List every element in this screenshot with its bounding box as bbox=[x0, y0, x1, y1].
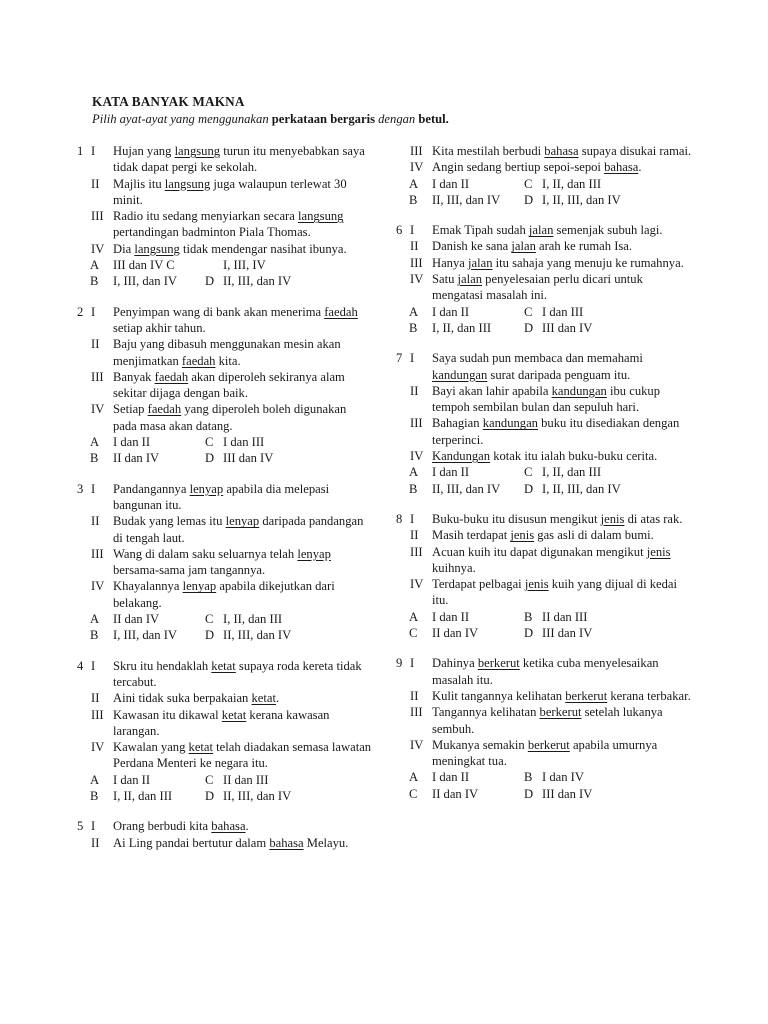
statement-text: Saya sudah pun membaca dan memahami kandungan surat daripada penguam itu. bbox=[432, 351, 643, 382]
statement-text: Masih terdapat jenis gas asli di dalam bumi. bbox=[432, 528, 654, 543]
statement-row bbox=[392, 255, 692, 271]
underlined-word: bahasa bbox=[269, 835, 304, 850]
statement-row bbox=[392, 271, 692, 304]
option-text: III dan IV bbox=[223, 451, 274, 466]
statement-text: Penyimpan wang di bank akan menerima faedah setiap akhir tahun. bbox=[113, 304, 358, 335]
underlined-word: lenyap bbox=[297, 546, 331, 561]
statement-text: Kulit tangannya kelihatan berkerut kerana terbakar. bbox=[432, 688, 691, 703]
option-letter: C bbox=[409, 626, 418, 641]
answer-options bbox=[73, 257, 373, 290]
option-letter: D bbox=[205, 788, 215, 803]
option-letter bbox=[205, 257, 223, 273]
statement-text: Bahagian kandungan buku itu disediakan dengan terperinci. bbox=[432, 416, 680, 447]
option-letter: B bbox=[409, 320, 418, 335]
underlined-word: kandungan bbox=[482, 416, 538, 431]
statement-text: Satu jalan penyelesaian perlu dicari untuk mengatasi masalah ini. bbox=[432, 272, 643, 303]
roman-numeral: III bbox=[91, 369, 104, 384]
option-letter: D bbox=[205, 628, 215, 643]
statement-row bbox=[392, 159, 692, 175]
option-text: I, II, dan III bbox=[542, 176, 602, 191]
option-letter: A bbox=[409, 176, 419, 191]
statement-row bbox=[392, 655, 692, 688]
underlined-word: jalan bbox=[528, 223, 554, 238]
underlined-word: lenyap bbox=[225, 514, 260, 529]
statement-row bbox=[392, 527, 692, 543]
underlined-word: bahasa bbox=[544, 144, 579, 158]
underlined-word: lenyap bbox=[182, 579, 217, 594]
statement-row bbox=[73, 481, 373, 514]
underlined-word: langsung bbox=[174, 144, 221, 158]
roman-numeral: III bbox=[91, 209, 104, 224]
statement-text: Terdapat pelbagai jenis kuih yang dijual di kedai itu. bbox=[432, 577, 677, 608]
statement-row bbox=[73, 835, 373, 851]
option-letter: B bbox=[409, 192, 418, 207]
roman-numeral: I bbox=[91, 481, 96, 496]
roman-numeral: III bbox=[410, 705, 423, 720]
option-letter: A bbox=[90, 258, 100, 273]
option-letter: A bbox=[409, 465, 419, 480]
statement-text: Pandangannya lenyap apabila dia melepasi bangunan itu. bbox=[113, 481, 330, 512]
question-number: 5 bbox=[77, 819, 84, 834]
statement-row bbox=[392, 737, 692, 770]
question-number: 8 bbox=[396, 511, 403, 526]
statement-row bbox=[392, 143, 692, 159]
option-text: III dan IV bbox=[542, 786, 593, 801]
option-text: I, II, III, dan IV bbox=[542, 192, 621, 207]
underlined-word: jalan bbox=[457, 272, 483, 287]
statement-row bbox=[73, 578, 373, 611]
option-text: I, II, dan III bbox=[542, 465, 602, 480]
statement-text: Hanya jalan itu sahaja yang menuju ke rumahnya. bbox=[432, 255, 684, 270]
question-8 bbox=[392, 511, 692, 641]
statement-row bbox=[392, 704, 692, 737]
underlined-word: ketat bbox=[251, 691, 276, 706]
roman-numeral: I bbox=[410, 511, 415, 526]
underlined-word: kandungan bbox=[432, 367, 488, 382]
option-letter: A bbox=[90, 772, 100, 787]
roman-numeral: II bbox=[410, 528, 419, 543]
statement-row bbox=[73, 208, 373, 241]
roman-numeral: III bbox=[410, 144, 423, 158]
roman-numeral: III bbox=[410, 544, 423, 559]
statement-text: Buku-buku itu disusun mengikut jenis di atas rak. bbox=[432, 511, 683, 526]
underlined-word: jenis bbox=[600, 511, 625, 526]
underlined-word: jalan bbox=[468, 255, 493, 270]
roman-numeral: II bbox=[91, 176, 100, 191]
option-text: I dan III bbox=[223, 435, 265, 450]
statement-text: Danish ke sana jalan arah ke rumah Isa. bbox=[432, 239, 633, 254]
option-text: III dan IV C bbox=[113, 258, 175, 273]
underlined-word: bahasa bbox=[211, 819, 246, 834]
roman-numeral: IV bbox=[410, 449, 424, 464]
statement-text: Bayi akan lahir apabila kandungan ibu cukup tempoh sembilan bulan dan sepuluh hari. bbox=[432, 383, 661, 415]
underlined-word: ketat bbox=[221, 707, 247, 722]
statement-text: Acuan kuih itu dapat digunakan mengikut jenis kuihnya. bbox=[432, 544, 671, 575]
statement-text: Kawasan itu dikawal ketat kerana kawasan larangan. bbox=[113, 707, 330, 738]
page-title: KATA BANYAK MAKNA bbox=[92, 94, 245, 109]
roman-numeral: III bbox=[410, 416, 423, 431]
question-7 bbox=[392, 350, 692, 497]
answer-options bbox=[392, 609, 692, 642]
option-letter: C bbox=[205, 772, 214, 787]
option-text: II dan III bbox=[542, 609, 588, 624]
statement-text: Baju yang dibasuh menggunakan mesin akan menjimatkan faedah kita. bbox=[113, 337, 341, 368]
statement-text: Dahinya berkerut ketika cuba menyelesaikan masalah itu. bbox=[432, 656, 659, 687]
statement-row bbox=[73, 143, 373, 176]
underlined-word: langsung bbox=[298, 209, 344, 224]
statement-row bbox=[392, 383, 692, 416]
underlined-word: faedah bbox=[154, 369, 189, 384]
option-letter: D bbox=[524, 626, 534, 641]
option-letter: A bbox=[409, 770, 419, 785]
statement-row bbox=[392, 511, 692, 527]
underlined-word: berkerut bbox=[477, 656, 520, 671]
question-number: 7 bbox=[396, 351, 403, 366]
roman-numeral: III bbox=[91, 546, 104, 561]
underlined-word: berkerut bbox=[565, 688, 608, 703]
option-text: I dan II bbox=[113, 435, 151, 450]
underlined-word: kandungan bbox=[551, 383, 607, 398]
option-text: II, III, dan IV bbox=[223, 274, 292, 289]
roman-numeral: IV bbox=[410, 160, 424, 175]
underlined-word: ketat bbox=[188, 740, 214, 755]
statement-row bbox=[392, 238, 692, 254]
option-text: II dan IV bbox=[113, 451, 160, 466]
answer-options bbox=[73, 772, 373, 805]
option-text: II, III, dan IV bbox=[432, 481, 501, 496]
option-letter: B bbox=[90, 274, 99, 289]
underlined-word: faedah bbox=[147, 402, 182, 417]
question-3 bbox=[73, 481, 373, 644]
statement-text: Radio itu sedang menyiarkan secara langsung pertandingan badminton Piala Thomas. bbox=[113, 209, 344, 240]
statement-text: Dia langsung tidak mendengar nasihat ibunya. bbox=[113, 241, 347, 256]
roman-numeral: II bbox=[410, 383, 419, 398]
answer-options bbox=[73, 611, 373, 644]
statement-text: Kita mestilah berbudi bahasa supaya disukai ramai. bbox=[432, 144, 692, 158]
option-letter: D bbox=[524, 192, 534, 207]
statement-row bbox=[392, 544, 692, 577]
statement-row bbox=[73, 176, 373, 209]
instruction-part-1: Pilih ayat-ayat yang menggunakan bbox=[92, 112, 272, 126]
roman-numeral: IV bbox=[91, 402, 105, 417]
option-letter: A bbox=[90, 612, 100, 627]
question-9 bbox=[392, 655, 692, 802]
option-text: II dan IV bbox=[113, 612, 160, 627]
option-text: II, III, dan IV bbox=[223, 628, 292, 643]
option-letter: D bbox=[524, 320, 534, 335]
option-text: I dan II bbox=[432, 304, 470, 319]
option-letter: B bbox=[409, 481, 418, 496]
roman-numeral: II bbox=[91, 691, 100, 706]
question-number: 4 bbox=[77, 658, 84, 673]
option-letter: C bbox=[205, 612, 214, 627]
question-6 bbox=[392, 222, 692, 336]
roman-numeral: I bbox=[410, 223, 415, 238]
roman-numeral: IV bbox=[410, 272, 424, 287]
roman-numeral: I bbox=[91, 658, 96, 673]
underlined-word: lenyap bbox=[189, 481, 224, 496]
question-number: 6 bbox=[396, 223, 403, 238]
underlined-word: berkerut bbox=[527, 737, 570, 752]
roman-numeral: IV bbox=[91, 241, 105, 256]
instruction-text bbox=[92, 111, 449, 127]
option-letter: B bbox=[524, 770, 533, 785]
underlined-word: jenis bbox=[510, 528, 535, 543]
roman-numeral: I bbox=[410, 656, 415, 671]
underlined-word: langsung bbox=[134, 241, 180, 256]
roman-numeral: I bbox=[410, 351, 415, 366]
option-letter: B bbox=[524, 609, 533, 624]
roman-numeral: IV bbox=[410, 737, 424, 752]
option-letter: A bbox=[409, 609, 419, 624]
roman-numeral: I bbox=[91, 819, 96, 834]
statement-row bbox=[392, 448, 692, 464]
question-5 bbox=[73, 818, 373, 851]
statement-row bbox=[392, 688, 692, 704]
option-letter: B bbox=[90, 628, 99, 643]
statement-text: Majlis itu langsung juga walaupun terlewat 30 minit. bbox=[113, 176, 347, 207]
statement-text: Mukanya semakin berkerut apabila umurnya meningkat tua. bbox=[432, 737, 658, 769]
option-text: III dan IV bbox=[542, 626, 593, 641]
statement-text: Orang berbudi kita bahasa. bbox=[113, 819, 249, 834]
question-number: 2 bbox=[77, 304, 84, 319]
question-5 bbox=[392, 143, 692, 208]
underlined-word: Kandungan bbox=[432, 449, 491, 464]
statement-row bbox=[73, 369, 373, 402]
option-text: II, III, dan IV bbox=[223, 788, 292, 803]
option-letter: B bbox=[90, 788, 99, 803]
underlined-word: jenis bbox=[524, 577, 549, 592]
roman-numeral: III bbox=[91, 707, 104, 722]
roman-numeral: II bbox=[410, 688, 419, 703]
option-letter: A bbox=[409, 304, 419, 319]
underlined-word: faedah bbox=[181, 353, 216, 368]
statement-row bbox=[392, 350, 692, 383]
statement-text: Tangannya kelihatan berkerut setelah lukanya sembuh. bbox=[432, 705, 663, 736]
statement-row bbox=[392, 415, 692, 448]
option-text: I, III, IV bbox=[223, 258, 266, 273]
question-number: 9 bbox=[396, 656, 403, 671]
underlined-word: bahasa bbox=[604, 160, 639, 175]
statement-text: Ai Ling pandai bertutur dalam bahasa Melayu. bbox=[113, 835, 349, 850]
statement-row bbox=[73, 513, 373, 546]
underlined-word: jalan bbox=[511, 239, 536, 254]
instruction-part-3: dengan bbox=[374, 112, 419, 126]
roman-numeral: III bbox=[410, 255, 423, 270]
option-text: II dan IV bbox=[432, 786, 479, 801]
option-letter: D bbox=[524, 786, 534, 801]
roman-numeral: IV bbox=[91, 579, 105, 594]
option-text: I, II, III, dan IV bbox=[542, 481, 621, 496]
instruction-part-4: betul. bbox=[418, 112, 449, 126]
underlined-word: langsung bbox=[164, 176, 211, 191]
underlined-word: berkerut bbox=[539, 705, 582, 720]
answer-options bbox=[73, 434, 373, 467]
statement-row bbox=[73, 739, 373, 772]
option-text: III dan IV bbox=[542, 320, 593, 335]
underlined-word: faedah bbox=[324, 304, 358, 319]
option-text: I, III, dan IV bbox=[113, 274, 177, 289]
statement-text: Budak yang lemas itu lenyap daripada pandangan di tengah laut. bbox=[113, 514, 364, 545]
roman-numeral: IV bbox=[91, 740, 105, 755]
roman-numeral: II bbox=[410, 239, 419, 254]
statement-row bbox=[73, 707, 373, 740]
roman-numeral: II bbox=[91, 514, 100, 529]
answer-options bbox=[392, 176, 692, 209]
option-text: I dan II bbox=[432, 465, 470, 480]
option-letter: C bbox=[524, 465, 533, 480]
option-letter: C bbox=[524, 304, 533, 319]
statement-text: Angin sedang bertiup sepoi-sepoi bahasa. bbox=[432, 160, 642, 175]
statement-row bbox=[73, 818, 373, 834]
statement-row bbox=[392, 576, 692, 609]
roman-numeral: IV bbox=[410, 577, 424, 592]
statement-row bbox=[73, 546, 373, 579]
left-column bbox=[73, 143, 373, 851]
option-text: I dan III bbox=[542, 304, 584, 319]
option-letter: C bbox=[409, 786, 418, 801]
roman-numeral: I bbox=[91, 304, 96, 319]
option-text: I dan II bbox=[113, 772, 151, 787]
statement-text: Emak Tipah sudah jalan semenjak subuh lagi. bbox=[432, 223, 663, 238]
option-letter: B bbox=[90, 451, 99, 466]
statement-text: Setiap faedah yang diperoleh boleh digunakan pada masa akan datang. bbox=[113, 402, 347, 433]
option-text: II, III, dan IV bbox=[432, 192, 501, 207]
option-letter: D bbox=[205, 274, 215, 289]
statement-row bbox=[73, 336, 373, 369]
question-number: 3 bbox=[77, 481, 84, 496]
question-1 bbox=[73, 143, 373, 290]
option-letter: D bbox=[205, 451, 215, 466]
statement-row bbox=[392, 222, 692, 238]
statement-text: Aini tidak suka berpakaian ketat. bbox=[113, 691, 280, 706]
underlined-word: ketat bbox=[211, 658, 236, 673]
underlined-word: jenis bbox=[646, 544, 671, 559]
roman-numeral: I bbox=[91, 144, 96, 158]
statement-row bbox=[73, 690, 373, 706]
question-2 bbox=[73, 304, 373, 467]
option-text: I, II, dan III bbox=[432, 320, 492, 335]
roman-numeral: II bbox=[91, 337, 100, 352]
option-letter: D bbox=[524, 481, 534, 496]
statement-text: Skru itu hendaklah ketat supaya roda kereta tidak tercabut. bbox=[113, 658, 362, 689]
statement-text: Wang di dalam saku seluarnya telah lenyap bersama-sama jam tangannya. bbox=[113, 546, 331, 578]
statement-text: Hujan yang langsung turun itu menyebabkan saya tidak dapat pergi ke sekolah. bbox=[113, 144, 365, 175]
option-text: I, II, dan III bbox=[113, 788, 173, 803]
option-text: I dan II bbox=[432, 176, 470, 191]
statement-row bbox=[73, 304, 373, 337]
statement-row bbox=[73, 241, 373, 257]
roman-numeral: II bbox=[91, 835, 100, 850]
option-letter: C bbox=[205, 435, 214, 450]
option-text: II dan III bbox=[223, 772, 269, 787]
question-number: 1 bbox=[77, 144, 84, 158]
option-text: I dan IV bbox=[542, 770, 584, 785]
statement-text: Banyak faedah akan diperoleh sekiranya alam sekitar dijaga dengan baik. bbox=[113, 369, 345, 401]
answer-options bbox=[392, 464, 692, 497]
option-letter: C bbox=[524, 176, 533, 191]
statement-text: Kandungan kotak itu ialah buku-buku cerita. bbox=[432, 449, 658, 464]
answer-options bbox=[392, 769, 692, 802]
question-4 bbox=[73, 658, 373, 805]
instruction-part-2: perkataan bergaris bbox=[271, 112, 375, 126]
option-text: I, III, dan IV bbox=[113, 628, 177, 643]
statement-row bbox=[73, 401, 373, 434]
option-text: I dan II bbox=[432, 609, 470, 624]
answer-options bbox=[392, 304, 692, 337]
option-text: I dan II bbox=[432, 770, 470, 785]
option-letter: A bbox=[90, 435, 100, 450]
option-text: II dan IV bbox=[432, 626, 479, 641]
statement-text: Kawalan yang ketat telah diadakan semasa lawatan Perdana Menteri ke negara itu. bbox=[113, 740, 372, 771]
option-text: I, II, dan III bbox=[223, 612, 283, 627]
statement-text: Khayalannya lenyap apabila dikejutkan dari belakang. bbox=[113, 579, 335, 610]
right-column bbox=[392, 143, 692, 816]
statement-row bbox=[73, 658, 373, 691]
